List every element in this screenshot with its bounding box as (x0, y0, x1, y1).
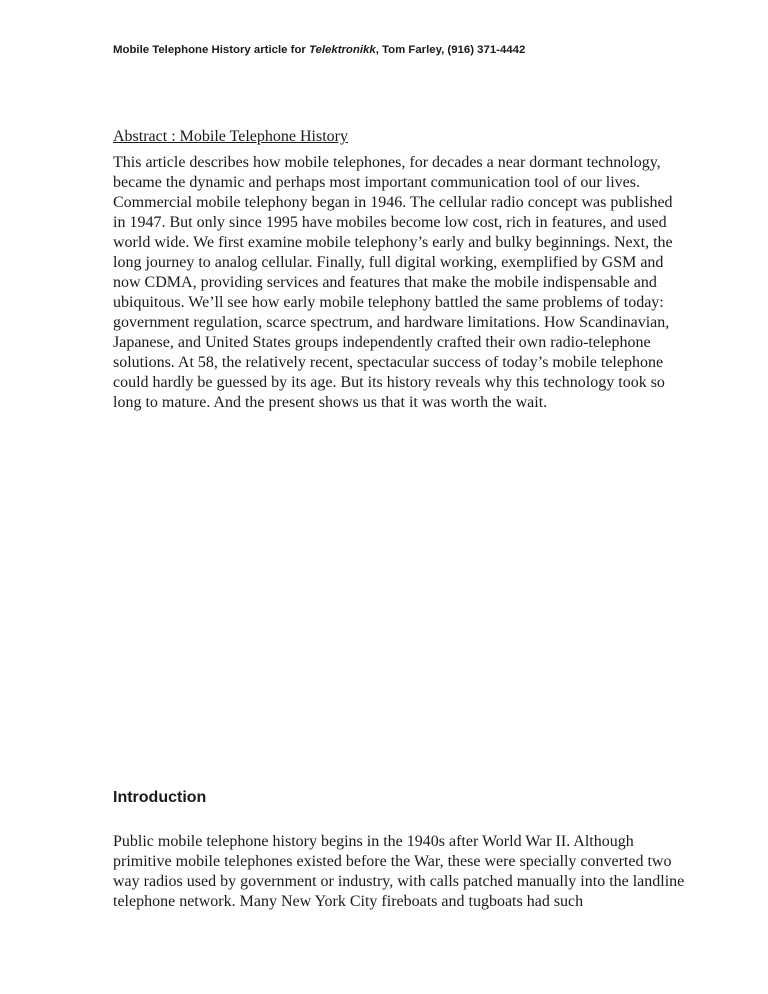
introduction-heading: Introduction (113, 789, 207, 806)
header-suffix: , Tom Farley, (916) 371-4442 (375, 44, 526, 56)
text-line: Public mobile telephone history begins in the 1940s after World War II. Although (113, 833, 634, 850)
text-line: primitive mobile telephones existed before the War, these were specially converted two (113, 853, 672, 870)
header-prefix: Mobile Telephone History article for (113, 44, 309, 56)
text-line: way radios used by government or industry, with calls patched manually into the landline (113, 873, 685, 890)
text-line: solutions. At 58, the relatively recent, spectacular success of today’s mobile telephone (113, 354, 664, 371)
text-line: world wide. We first examine mobile telephony’s early and bulky beginnings. Next, the (113, 234, 673, 251)
text-line: ubiquitous. We’ll see how early mobile telephony battled the same problems of today: (113, 294, 664, 311)
text-line: telephone network. Many New York City fireboats and tugboats had such (113, 893, 584, 910)
text-line: Commercial mobile telephony began in 1946. The cellular radio concept was published (113, 194, 673, 211)
text-line: now CDMA, providing services and features that make the mobile indispensable and (113, 274, 657, 291)
introduction-paragraph (113, 832, 684, 912)
text-line: Japanese, and United States groups independently crafted their own radio-telephone (113, 334, 651, 351)
text-line: could hardly be guessed by its age. But its history reveals why this technology took so (113, 374, 665, 391)
abstract-paragraph (113, 153, 673, 413)
text-line: long to mature. And the present shows us that it was worth the wait. (113, 394, 548, 411)
publication-name: Telektronikk (309, 44, 376, 56)
text-line: long journey to analog cellular. Finally, full digital working, exemplified by GSM and (113, 254, 664, 271)
text-line: became the dynamic and perhaps most important communication tool of our lives. (113, 174, 640, 191)
text-line: government regulation, scarce spectrum, and hardware limitations. How Scandinavian, (113, 314, 670, 331)
running-header (113, 44, 525, 56)
text-line: This article describes how mobile telephones, for decades a near dormant technology, (113, 154, 661, 171)
abstract-heading: Abstract : Mobile Telephone History (113, 128, 348, 145)
text-line: in 1947. But only since 1995 have mobiles become low cost, rich in features, and used (113, 214, 667, 231)
